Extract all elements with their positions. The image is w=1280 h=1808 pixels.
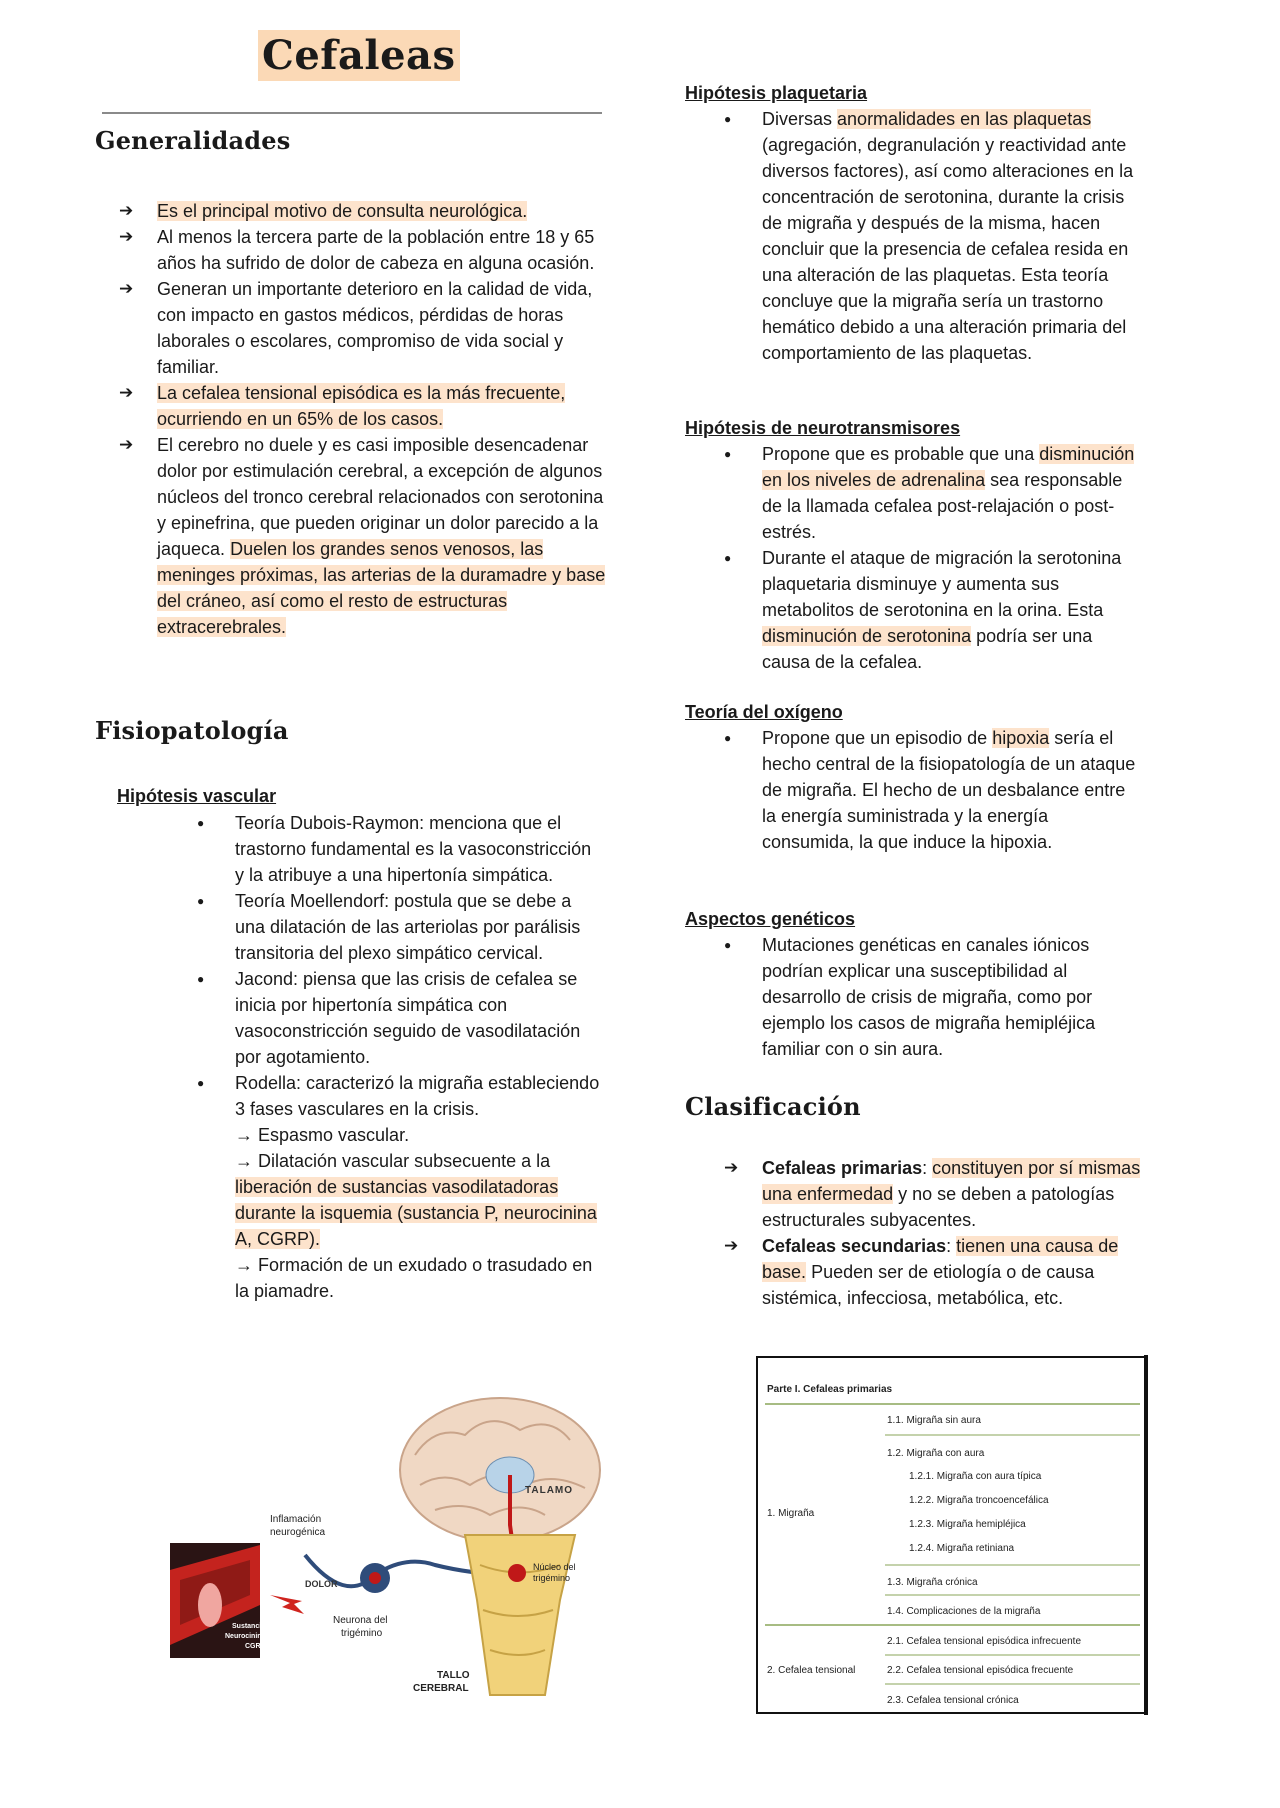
list-item: ● Propone que un episodio de hipoxia sería el hecho central de la fisiopatología de un ataque de migraña. El hecho de un desbalance entre la energía suministrada y la energía consumida, la que induce la hipoxia. — [722, 725, 1142, 855]
svg-text:trigémino: trigémino — [533, 1573, 571, 1583]
classification-table — [755, 1355, 1150, 1717]
dolor-label: DOLOR — [305, 1579, 338, 1589]
list-item: ➔ Cefaleas secundarias: tienen una causa de base. Pueden ser de etiología o de causa sistémica, infecciosa, metabólica, etc. — [722, 1233, 1142, 1311]
page-title: Cefaleas — [258, 30, 460, 81]
list-item: ➔ Es el principal motivo de consulta neurológica. — [117, 198, 607, 224]
heading-fisiopatologia: Fisiopatología — [95, 716, 289, 745]
pain-bolt-icon — [270, 1595, 304, 1614]
neurotransmisores-list — [722, 441, 1142, 675]
heading-clasificacion: Clasificación — [685, 1092, 861, 1121]
svg-text:1.2.1. Migraña con aura típica: 1.2.1. Migraña con aura típica — [909, 1471, 1042, 1482]
list-item: ➔ Generan un importante deterioro en la calidad de vida, con impacto en gastos médicos, pérdidas de horas laborales o escolares, compromiso de vida social y familiar. — [117, 276, 607, 380]
svg-text:Sustancia P: Sustancia P — [232, 1623, 272, 1630]
heading-hipotesis-neurotransmisores: Hipótesis de neurotransmisores — [685, 418, 961, 438]
trigeminal-pathway-figure — [165, 1395, 605, 1700]
list-item: ● Teoría Dubois-Raymon: menciona que el trastorno fundamental es la vasoconstricción y la atribuye a una hipertonía simpática. — [195, 810, 605, 888]
list-item: ● Propone que es probable que una disminución en los niveles de adrenalina sea responsable de la llamada cefalea post-relajación o post-estrés. — [722, 441, 1142, 545]
svg-text:trigémino: trigémino — [341, 1628, 383, 1639]
blood-vessel-illustration — [170, 1543, 260, 1658]
table-header: Parte I. Cefaleas primarias — [767, 1384, 893, 1395]
svg-text:1.2.3. Migraña hemipléjica: 1.2.3. Migraña hemipléjica — [909, 1519, 1026, 1530]
svg-text:Neurocinina A: Neurocinina A — [225, 1633, 273, 1640]
svg-text:2.1. Cefalea tensional episódi: 2.1. Cefalea tensional episódica infrecuente — [887, 1636, 1082, 1647]
title-divider — [102, 112, 602, 114]
list-item: ● Teoría Moellendorf: postula que se debe a una dilatación de las arteriolas por parálisis transitoria del plexo simpático cervical. — [195, 888, 605, 966]
heading-aspectos-geneticos: Aspectos genéticos — [685, 909, 856, 929]
brain-illustration — [400, 1398, 600, 1542]
svg-text:1.2. Migraña con aura: 1.2. Migraña con aura — [887, 1448, 985, 1459]
svg-text:CEREBRAL: CEREBRAL — [413, 1683, 469, 1694]
svg-text:1.4. Complicaciones de la migr: 1.4. Complicaciones de la migraña — [887, 1606, 1041, 1617]
svg-text:1.3. Migraña crónica: 1.3. Migraña crónica — [887, 1577, 978, 1588]
svg-text:TALLO: TALLO — [437, 1670, 470, 1681]
svg-text:Inflamación: Inflamación — [270, 1514, 322, 1525]
list-item: ➔ Al menos la tercera parte de la población entre 18 y 65 años ha sufrido de dolor de cabeza en alguna ocasión. — [117, 224, 607, 276]
heading-generalidades: Generalidades — [95, 126, 291, 155]
heading-teoria-oxigeno: Teoría del oxígeno — [685, 702, 843, 722]
generalidades-list — [117, 198, 607, 640]
svg-text:1.2.2. Migraña troncoencefálic: 1.2.2. Migraña troncoencefálica — [909, 1495, 1049, 1506]
list-item: ● Jacond: piensa que las crisis de cefalea se inicia por hipertonía simpática con vasoconstricción seguido de vasodilatación por agotamiento. — [195, 966, 605, 1070]
svg-text:neurogénica: neurogénica — [270, 1527, 326, 1538]
list-item: ● Diversas anormalidades en las plaquetas (agregación, degranulación y reactividad ante diversos factores), así como alteraciones en la concentración de serotonina, durante la crisis de migraña y después de la misma, hacen concluir que la presencia de cefalea resida en una alteración de las plaquetas. Esta teoría concluye que la migraña sería un trastorno hemático debido a una alteración primaria del comportamiento de las plaquetas. — [722, 106, 1142, 366]
svg-text:2.3. Cefalea tensional crónica: 2.3. Cefalea tensional crónica — [887, 1695, 1019, 1706]
geneticos-list — [722, 932, 1142, 1062]
list-item: ➔ El cerebro no duele y es casi imposible desencadenar dolor por estimulación cerebral, a excepción de algunos núcleos del tronco cerebral relacionados con serotonina y epinefrina, que pueden originar un dolor parecido a la jaqueca. Duelen los grandes senos venosos, las meninges próximas, las arterias de la duramadre y base del cráneo, así como el resto de estructuras extracerebrales. — [117, 432, 607, 640]
clasificacion-list — [722, 1155, 1142, 1311]
list-item: ● Mutaciones genéticas en canales iónicos podrían explicar una susceptibilidad al desarrollo de crisis de migraña, como por ejemplo los casos de migraña hemipléjica familiar con o sin aura. — [722, 932, 1142, 1062]
svg-text:2.2. Cefalea tensional episódi: 2.2. Cefalea tensional episódica frecuente — [887, 1665, 1074, 1676]
heading-hipotesis-vascular: Hipótesis vascular — [117, 786, 277, 806]
svg-text:1.1. Migraña sin aura: 1.1. Migraña sin aura — [887, 1415, 981, 1426]
talamo-label: TALAMO — [525, 1485, 574, 1496]
brainstem-illustration — [465, 1535, 575, 1695]
svg-text:CGRP: CGRP — [245, 1643, 266, 1650]
vascular-list — [195, 810, 605, 1304]
svg-text:Neurona del: Neurona del — [333, 1615, 388, 1626]
list-item: ● Durante el ataque de migración la serotonina plaquetaria disminuye y aumenta sus metabolitos de serotonina en la orina. Esta disminución de serotonina podría ser una causa de la cefalea. — [722, 545, 1142, 675]
list-item: ➔ La cefalea tensional episódica es la más frecuente, ocurriendo en un 65% de los casos. — [117, 380, 607, 432]
svg-text:2. Cefalea tensional: 2. Cefalea tensional — [767, 1665, 856, 1676]
svg-text:Núcleo del: Núcleo del — [533, 1562, 576, 1572]
list-item: ● Rodella: caracterizó la migraña estableciendo 3 fases vasculares en la crisis. → Espasmo vascular. → Dilatación vascular subsecuente a la liberación de sustancias vasodilatadoras durante la isquemia (sustancia P, neurocinina A, CGRP). → Formación de un exudado o trasudado en la piamadre. — [195, 1070, 605, 1304]
oxigeno-list — [722, 725, 1142, 855]
list-item: ➔ Cefaleas primarias: constituyen por sí mismas una enfermedad y no se deben a patologías estructurales subyacentes. — [722, 1155, 1142, 1233]
heading-hipotesis-plaquetaria: Hipótesis plaquetaria — [685, 83, 868, 103]
svg-text:1.2.4. Migraña retiniana: 1.2.4. Migraña retiniana — [909, 1543, 1015, 1554]
plaquetaria-list — [722, 106, 1142, 366]
svg-text:1. Migraña: 1. Migraña — [767, 1508, 815, 1519]
